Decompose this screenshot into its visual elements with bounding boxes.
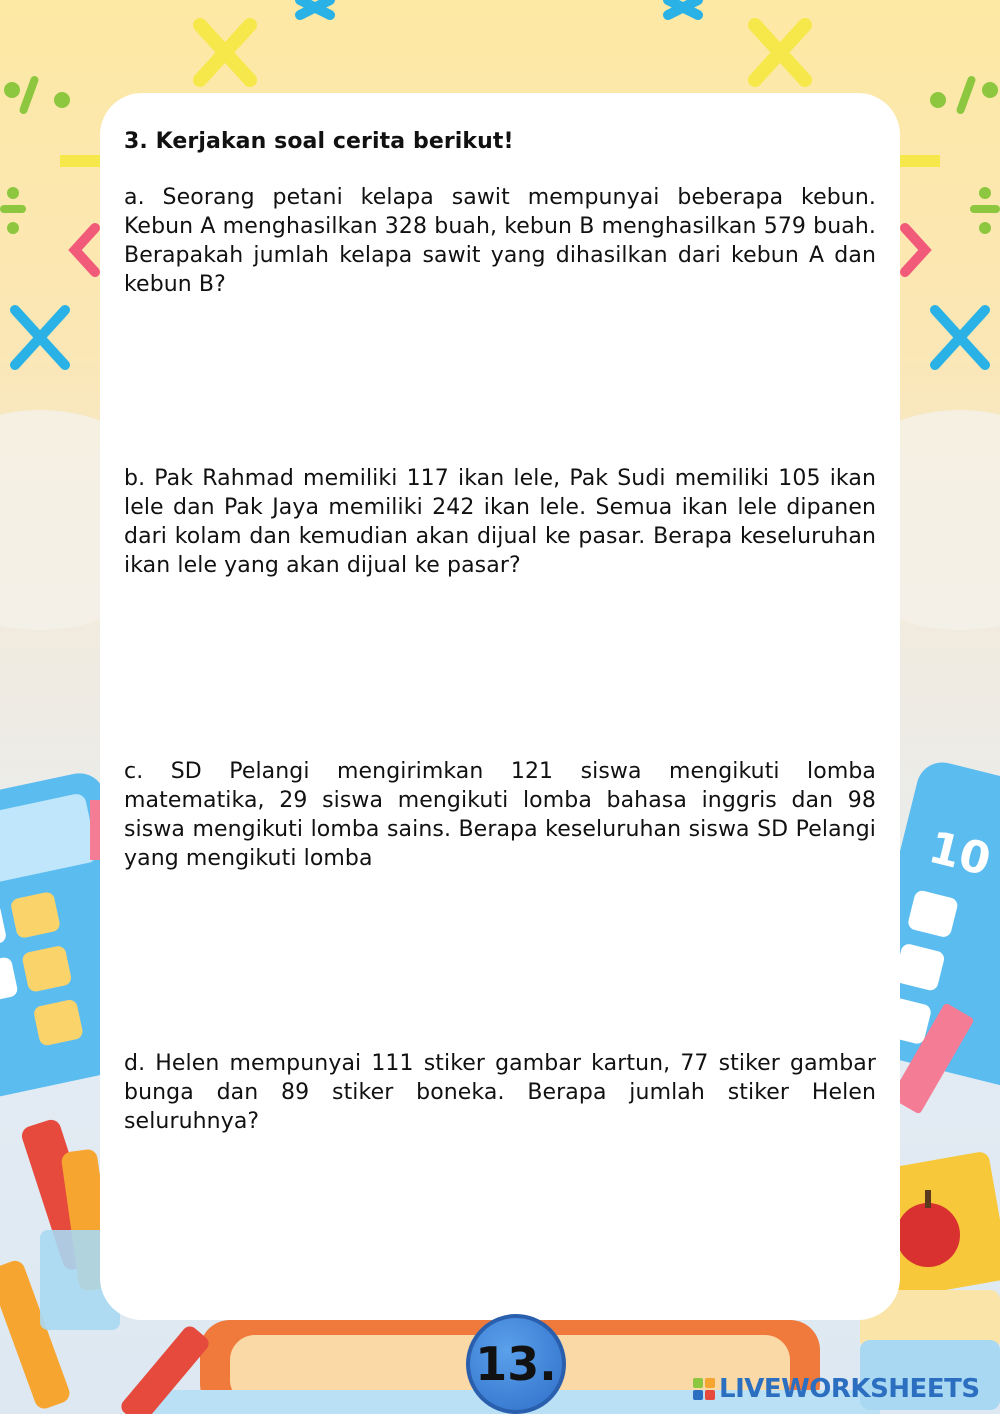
page-number-badge xyxy=(466,1314,566,1414)
question-a: a. Seorang petani kelapa sawit mempunyai beberapa kebun. Kebun A menghasilkan 328 buah, kebun B menghasilkan 579 buah. Berapakah jumlah kelapa sawit yang dihasilkan dari kebun A dan kebun B? xyxy=(124,185,876,297)
liveworksheets-logo-icon xyxy=(693,1378,715,1400)
question-d: d. Helen mempunyai 111 stiker gambar kartun, 77 stiker gambar bunga dan 89 stiker boneka. Berapa jumlah stiker Helen seluruhnya? xyxy=(124,1051,876,1134)
multiply-icon xyxy=(200,25,805,80)
worksheet-card xyxy=(100,93,900,1320)
brand-name: LIVEWORKSHEETS xyxy=(719,1374,980,1404)
page-number: 13. xyxy=(475,1337,557,1391)
answer-area-b[interactable] xyxy=(124,593,876,743)
answer-area-d[interactable] xyxy=(124,1153,876,1303)
answer-area-a[interactable] xyxy=(124,308,876,458)
liveworksheets-brand[interactable] xyxy=(693,1374,980,1404)
section-heading: 3. Kerjakan soal cerita berikut! xyxy=(124,129,514,154)
answer-area-c[interactable] xyxy=(124,883,876,1033)
question-c: c. SD Pelangi mengirimkan 121 siswa mengikuti lomba matematika, 29 siswa mengikuti lomba bahasa inggris dan 98 siswa mengikuti lomba sains. Berapa keseluruhan siswa SD Pelangi yang mengikuti lomba xyxy=(124,759,876,871)
question-b: b. Pak Rahmad memiliki 117 ikan lele, Pak Sudi memiliki 105 ikan lele dan Pak Jaya memiliki 242 ikan lele. Semua ikan lele dipanen dari kolam dan kemudian akan dijual ke pasar. Berapa keseluruhan ikan lele yang akan dijual ke pasar? xyxy=(124,466,876,578)
svg-text:10: 10 xyxy=(923,821,996,887)
